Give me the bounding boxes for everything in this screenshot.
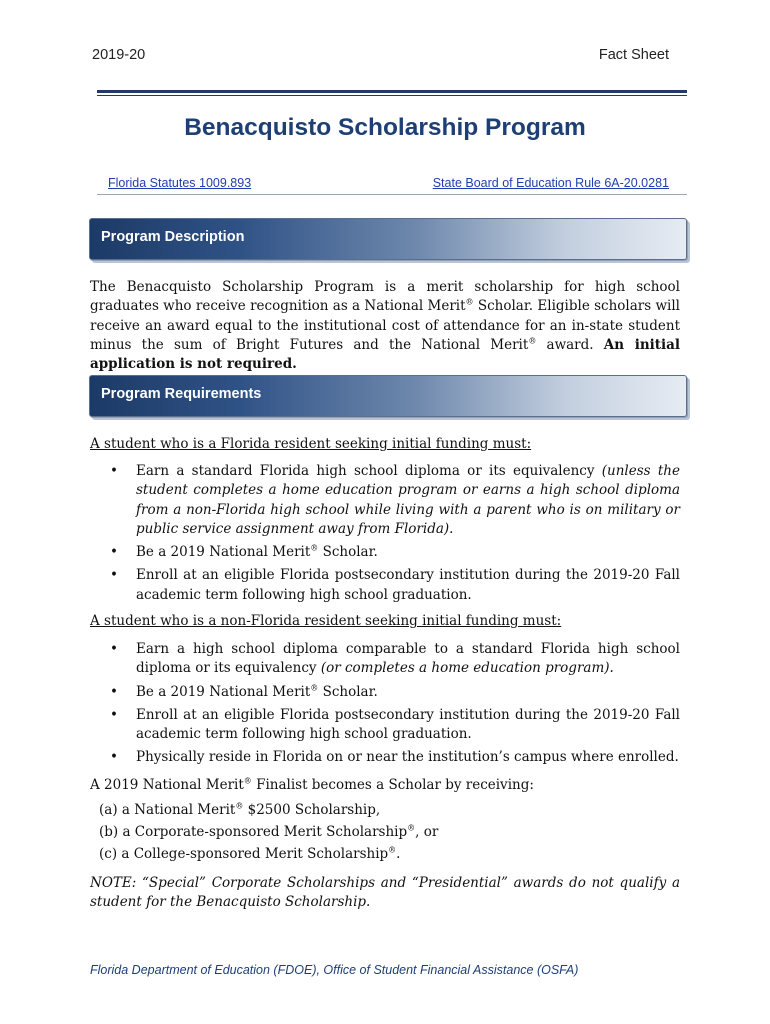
registered-mark: ® [388, 845, 397, 855]
registered-mark: ® [465, 297, 474, 307]
finalist-text-a: A 2019 National Merit [90, 777, 244, 793]
page-title: Benacquisto Scholarship Program [184, 114, 586, 141]
nonresident-item1-italic: (or completes a home education program). [320, 660, 614, 677]
links-divider [97, 194, 687, 195]
resident-item1-text: Earn a standard Florida high school diploma or its equivalency [136, 463, 602, 479]
resident-intro-text: A student who is a Florida resident seeking initial funding must [90, 436, 527, 452]
option-b-text: (b) a Corporate-sponsored Merit Scholarship [99, 824, 408, 840]
finalist-options [99, 799, 438, 865]
description-text-2: Scholar. Eligible scholars will receive an award equal to the institutional cost of attendance for an in-state student minus the sum of Bright Futures and the National Merit [90, 298, 680, 353]
note-text: NOTE: “Special” Corporate Scholarships and “Presidential” awards do not qualify a student for the Benacquisto Scholarship. [90, 875, 680, 911]
bullet: • [110, 641, 118, 657]
registered-mark: ® [310, 683, 319, 693]
list-item [108, 640, 680, 679]
list-item [108, 462, 680, 539]
resident-item3: Enroll at an eligible Florida postsecondary institution during the 2019-20 Fall academic term following high school graduation. [136, 567, 680, 603]
bullet: • [110, 567, 118, 584]
registered-mark: ® [235, 801, 244, 811]
nonresident-item4: Physically reside in Florida on or near the institution’s campus where enrolled. [136, 749, 679, 766]
nonresident-item1-text: Earn a high school diploma comparable to a standard Florida high school diploma or its equivalency [136, 641, 680, 677]
program-description-banner [89, 218, 687, 260]
registered-mark: ® [528, 336, 537, 346]
header-label: Fact Sheet [598, 47, 669, 63]
registered-mark: ® [243, 776, 252, 786]
resident-intro [90, 436, 531, 452]
intro-colon: : [556, 613, 562, 629]
registered-mark: ® [407, 823, 416, 833]
nonresident-intro-text: A student who is a non-Florida resident seeking initial funding must [90, 613, 557, 629]
finalist-option-c [99, 843, 438, 865]
nonresident-item2-a: Be a 2019 National Merit [136, 683, 311, 700]
description-text-1: The Benacquisto Scholarship Program is a merit scholarship for high school graduates who receive recognition as a National Merit [90, 279, 680, 315]
list-item [108, 543, 680, 562]
bullet: • [110, 544, 118, 561]
bullet: • [110, 463, 118, 479]
nonresident-intro [90, 613, 561, 629]
resident-item1-italic: (unless the student completes a home education program or earns a high school diploma from a non-Florida high school while living with a parent who is on military or public service assignment away from Florida). [136, 463, 680, 537]
header-rule-thin [97, 95, 687, 96]
list-item [108, 748, 680, 767]
rule-link[interactable]: State Board of Education Rule 6A-20.0281 [432, 176, 669, 190]
intro-colon: : [526, 436, 532, 452]
description-bold-note: An initial application is not required. [90, 336, 681, 373]
footer-text: Florida Department of Education (FDOE), Office of Student Financial Assistance (OSFA) [90, 963, 579, 977]
nonresident-item3: Enroll at an eligible Florida postsecondary institution during the 2019-20 Fall academic term following high school graduation. [136, 706, 680, 743]
statute-link[interactable]: Florida Statutes 1009.893 [108, 176, 252, 190]
option-a-text: (a) a National Merit [99, 802, 236, 818]
finalist-option-b [99, 821, 438, 843]
resident-item2-b: Scholar. [318, 544, 378, 561]
option-c-text: (c) a College-sponsored Merit Scholarship [99, 846, 389, 862]
resident-item2-a: Be a 2019 National Merit [136, 544, 311, 561]
list-item [108, 566, 680, 605]
finalist-option-a [99, 799, 438, 821]
nonresident-requirements-list [108, 640, 680, 772]
finalist-text-b: Finalist becomes a Scholar by receiving: [251, 777, 534, 793]
registered-mark: ® [310, 543, 319, 553]
finalist-statement [90, 776, 534, 795]
description-paragraph [90, 278, 680, 374]
list-item [108, 683, 680, 702]
option-b-end: , or [415, 824, 439, 840]
option-c-end: . [396, 846, 401, 862]
bullet: • [110, 706, 118, 723]
program-requirements-banner [89, 375, 687, 417]
program-description-heading: Program Description [101, 229, 245, 245]
description-text-3: award. [536, 336, 604, 353]
program-requirements-heading: Program Requirements [101, 386, 262, 402]
header-year: 2019-20 [92, 47, 146, 63]
resident-requirements-list [108, 462, 680, 609]
option-a-amount: $2500 Scholarship, [243, 802, 381, 818]
bullet: • [110, 683, 118, 700]
list-item [108, 706, 680, 745]
header-rule [97, 90, 687, 93]
nonresident-item2-b: Scholar. [318, 683, 378, 700]
bullet: • [110, 749, 118, 766]
